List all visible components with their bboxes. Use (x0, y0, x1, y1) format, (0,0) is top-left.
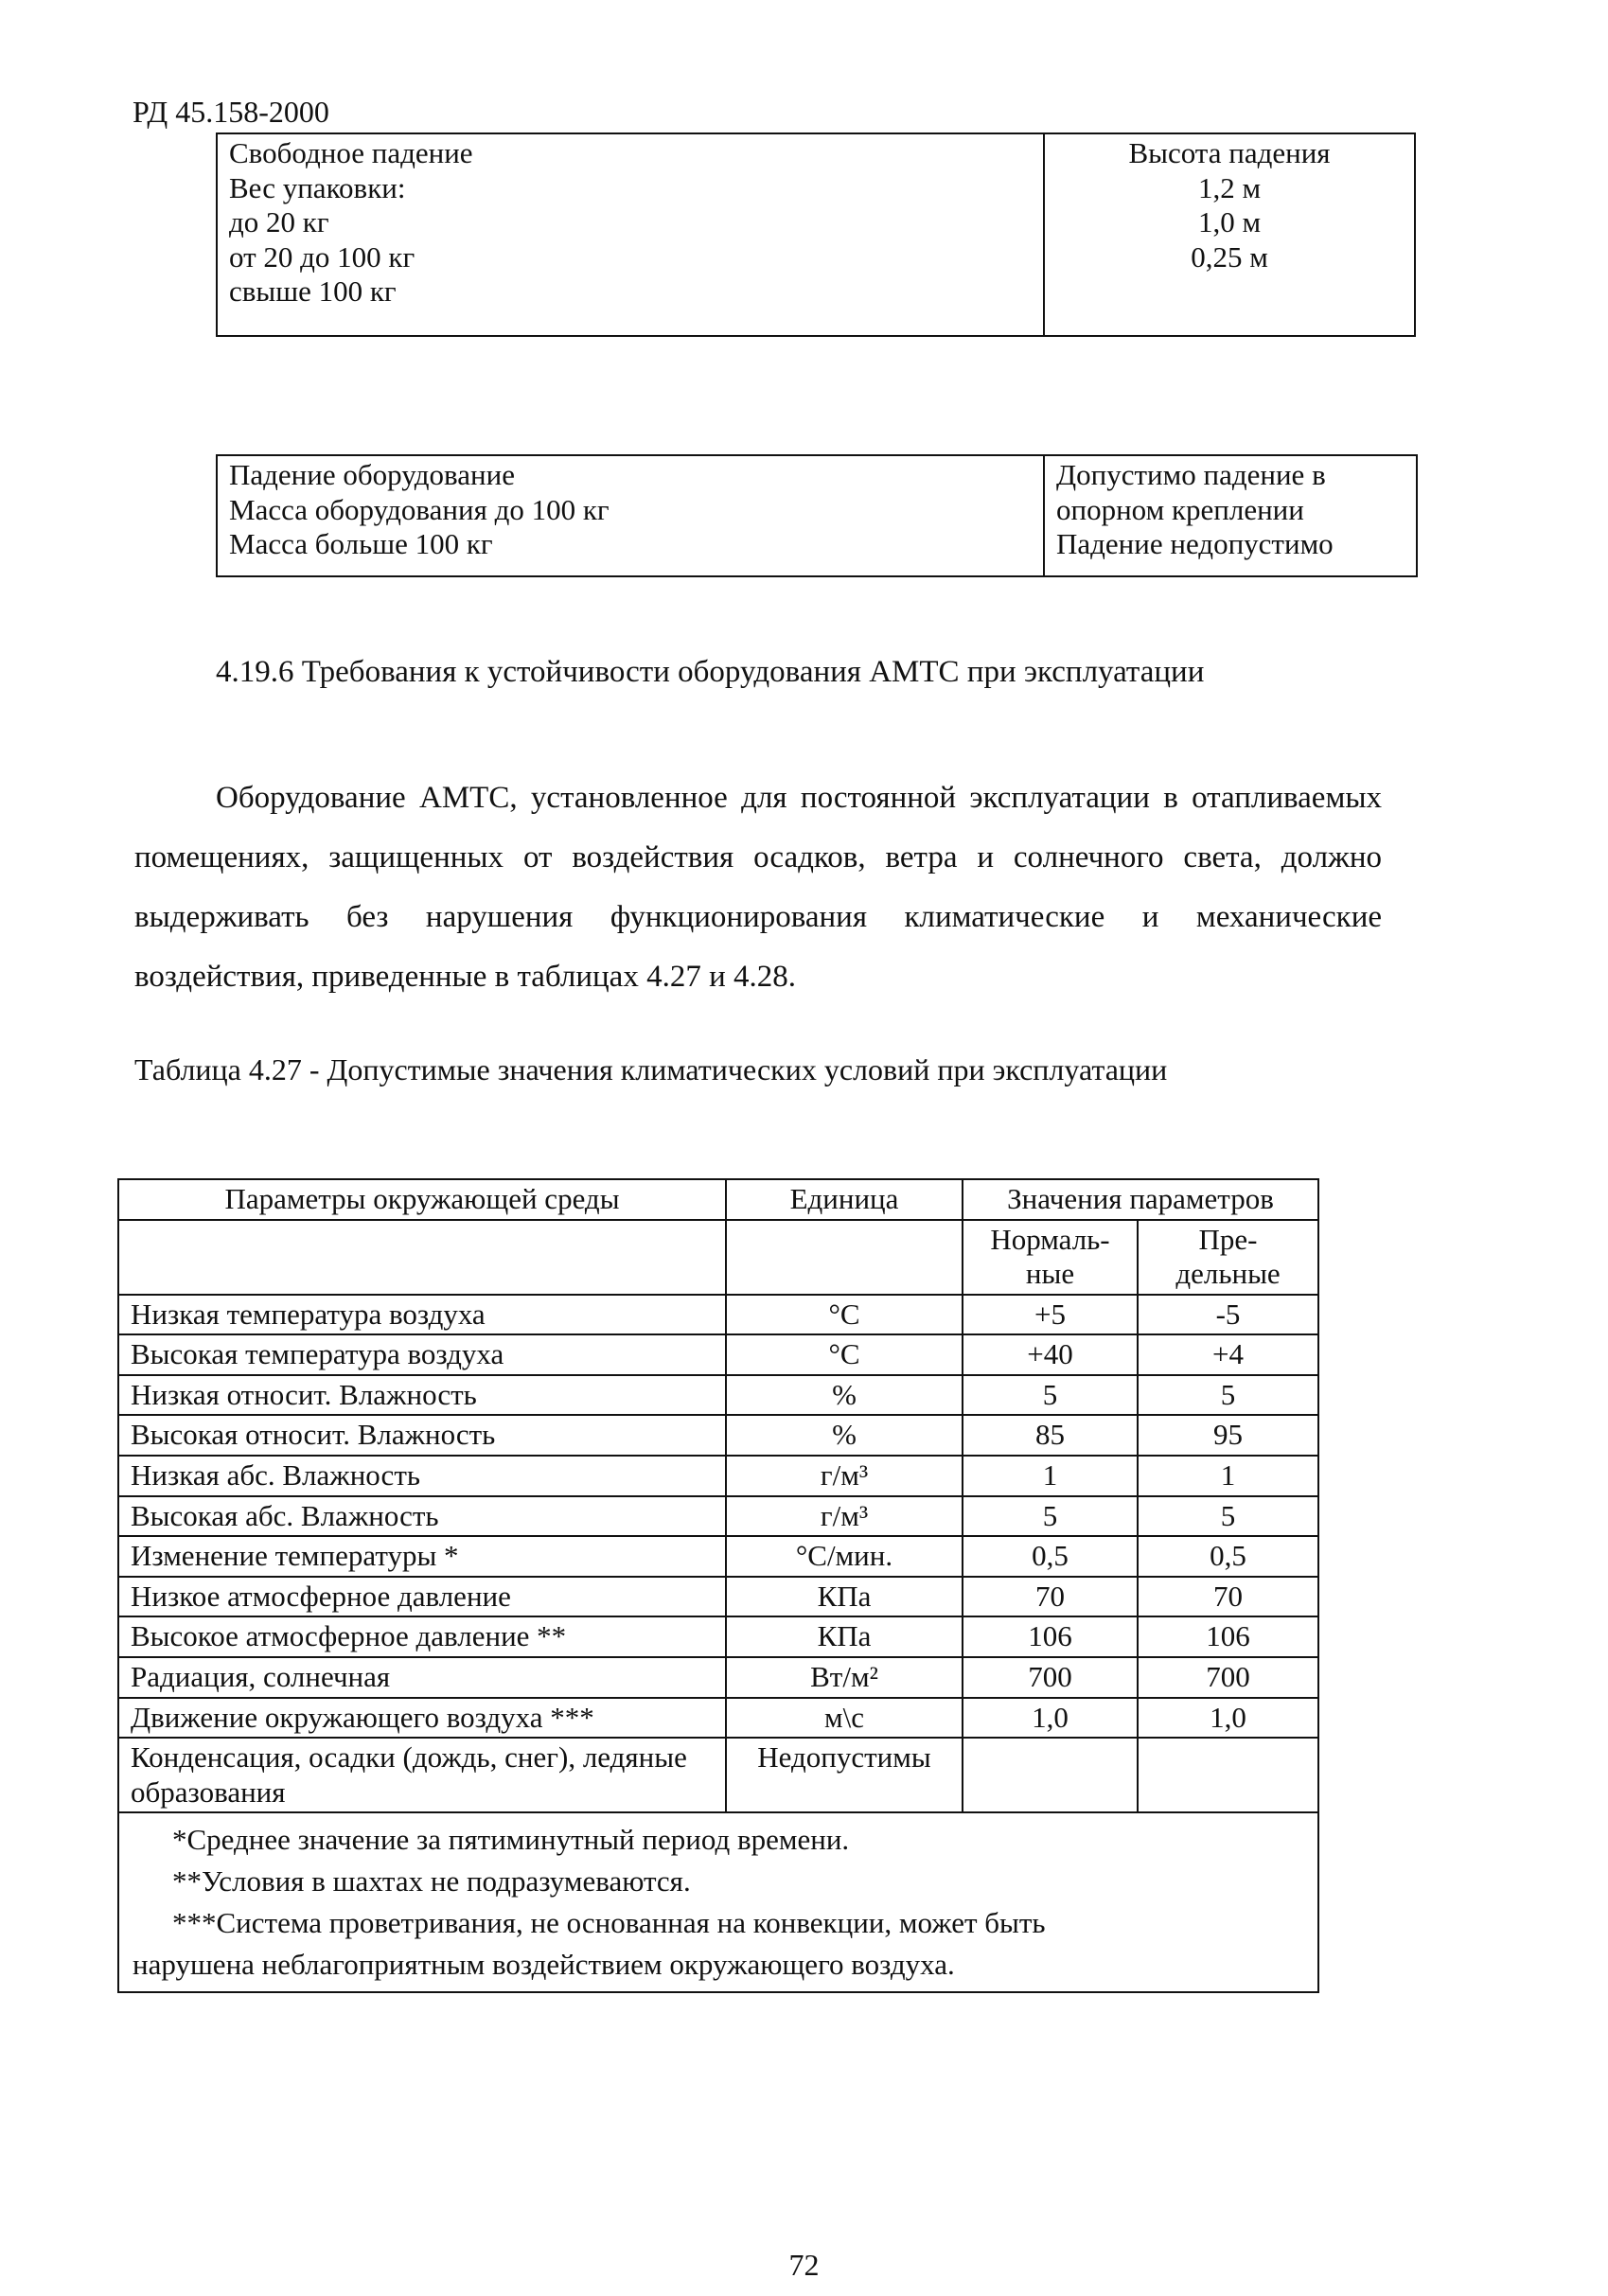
param-cell: Высокая относит. Влажность (118, 1415, 726, 1456)
header-values: Значения параметров (963, 1179, 1318, 1220)
note-line: **Условия в шахтах не подразумеваются. (172, 1864, 691, 1899)
section-title: 4.19.6 Требования к устойчивости оборудования АМТС при эксплуатации (216, 655, 1205, 689)
header-param: Параметры окружающей среды (118, 1179, 726, 1220)
equip-table-line: Падение оборудование (229, 458, 515, 491)
param-cell: Движение окружающего воздуха *** (118, 1698, 726, 1739)
normal-value-cell: 5 (963, 1496, 1138, 1537)
param-cell: Изменение температуры * (118, 1536, 726, 1577)
drop-table-line: от 20 до 100 кг (229, 239, 415, 274)
drop-height-value: 1,2 м (1197, 170, 1262, 204)
equipment-drop-table (216, 454, 1418, 577)
note-line: нарушена неблагоприятным воздействием окружающего воздуха. (133, 1948, 955, 1982)
table-row (118, 1616, 1318, 1657)
drop-table-line: Свободное падение (229, 136, 473, 169)
param-cell: Низкое атмосферное давление (118, 1577, 726, 1617)
limit-value-cell: 5 (1138, 1375, 1318, 1416)
unit-cell: КПа (726, 1577, 963, 1617)
limit-value-cell: 700 (1138, 1657, 1318, 1698)
header-normal: Нормаль- ные (963, 1220, 1138, 1295)
table-row (118, 1456, 1318, 1496)
equip-table-left-cell (217, 455, 1044, 576)
table-row (118, 1698, 1318, 1739)
table-row (118, 1657, 1318, 1698)
drop-height-value: 0,25 м (1191, 239, 1268, 274)
limit-value-cell: 5 (1138, 1496, 1318, 1537)
limit-value-cell (1138, 1738, 1318, 1812)
table-row (118, 1295, 1318, 1335)
table-notes (118, 1812, 1318, 1992)
header-empty-cell (726, 1220, 963, 1295)
limit-value-cell: 95 (1138, 1415, 1318, 1456)
unit-cell: Недопустимы (726, 1738, 963, 1812)
unit-cell: °С/мин. (726, 1536, 963, 1577)
equip-table-line: Падение недопустимо (1056, 527, 1334, 561)
normal-value-cell: +40 (963, 1334, 1138, 1375)
normal-value-cell: 85 (963, 1415, 1138, 1456)
normal-value-cell: 5 (963, 1375, 1138, 1416)
unit-cell: °С (726, 1295, 963, 1335)
normal-value-cell (963, 1738, 1138, 1812)
param-cell: Конденсация, осадки (дождь, снег), ледяные образования (118, 1738, 726, 1812)
equip-table-line: опорном креплении (1056, 492, 1304, 526)
unit-cell: °С (726, 1334, 963, 1375)
unit-cell: % (726, 1375, 963, 1416)
equip-table-line: Масса больше 100 кг (229, 527, 493, 561)
table-row (118, 1375, 1318, 1416)
note-line: ***Система проветривания, не основанная на конвекции, может быть (172, 1906, 1046, 1940)
param-cell: Высокая температура воздуха (118, 1334, 726, 1375)
drop-height-value: 1,0 м (1197, 205, 1262, 239)
table-row (118, 1577, 1318, 1617)
param-cell: Радиация, солнечная (118, 1657, 726, 1698)
header-unit: Единица (726, 1179, 963, 1220)
unit-cell: Вт/м² (726, 1657, 963, 1698)
unit-cell: г/м³ (726, 1456, 963, 1496)
limit-value-cell: -5 (1138, 1295, 1318, 1335)
paragraph-text: Оборудование АМТС, установленное для постоянной эксплуатации в отапливаемых помещениях, защищенных от воздействия осадков, ветра и солнечного света, должно выдерживать без нарушения функционирования климатические и механические воздействия, приведенные в таблицах 4.27 и 4.28. (134, 781, 1382, 994)
header-limit: Пре- дельные (1138, 1220, 1318, 1295)
limit-value-cell: 1 (1138, 1456, 1318, 1496)
body-paragraph (134, 768, 1382, 1007)
document-code: РД 45.158-2000 (133, 95, 329, 129)
drop-height-header: Высота падения (1128, 136, 1331, 169)
normal-value-cell: 70 (963, 1577, 1138, 1617)
limit-value-cell: 70 (1138, 1577, 1318, 1617)
header-empty-cell (118, 1220, 726, 1295)
unit-cell: КПа (726, 1616, 963, 1657)
param-cell: Низкая относит. Влажность (118, 1375, 726, 1416)
drop-table-line: свыше 100 кг (229, 274, 397, 309)
unit-cell: % (726, 1415, 963, 1456)
limit-value-cell: +4 (1138, 1334, 1318, 1375)
table-row (118, 1496, 1318, 1537)
normal-value-cell: 106 (963, 1616, 1138, 1657)
table-row (118, 1415, 1318, 1456)
normal-value-cell: 1,0 (963, 1698, 1138, 1739)
param-cell: Высокая абс. Влажность (118, 1496, 726, 1537)
note-line: *Среднее значение за пятиминутный период времени. (172, 1823, 850, 1857)
drop-table-left-cell (217, 133, 1044, 336)
drop-table-right-cell (1044, 133, 1415, 336)
drop-table-line: Вес упаковки: (229, 170, 406, 204)
normal-value-cell: 1 (963, 1456, 1138, 1496)
climate-conditions-table (117, 1178, 1319, 1993)
param-cell: Низкая абс. Влажность (118, 1456, 726, 1496)
table-row (118, 1536, 1318, 1577)
unit-cell: м\с (726, 1698, 963, 1739)
limit-value-cell: 106 (1138, 1616, 1318, 1657)
limit-value-cell: 0,5 (1138, 1536, 1318, 1577)
limit-value-cell: 1,0 (1138, 1698, 1318, 1739)
table-caption: Таблица 4.27 - Допустимые значения климатических условий при эксплуатации (134, 1052, 1168, 1086)
param-cell: Высокое атмосферное давление ** (118, 1616, 726, 1657)
table-row (118, 1738, 1318, 1812)
normal-value-cell: +5 (963, 1295, 1138, 1335)
equip-table-line: Допустимо падение в (1056, 458, 1326, 491)
climate-table-body (118, 1295, 1318, 1813)
drop-height-table (216, 132, 1416, 337)
table-row (118, 1334, 1318, 1375)
page-number: 72 (788, 2248, 820, 2282)
equip-table-right-cell (1044, 455, 1417, 576)
equip-table-line: Масса оборудования до 100 кг (229, 492, 610, 526)
normal-value-cell: 0,5 (963, 1536, 1138, 1577)
normal-value-cell: 700 (963, 1657, 1138, 1698)
unit-cell: г/м³ (726, 1496, 963, 1537)
param-cell: Низкая температура воздуха (118, 1295, 726, 1335)
drop-table-line: до 20 кг (229, 205, 329, 239)
